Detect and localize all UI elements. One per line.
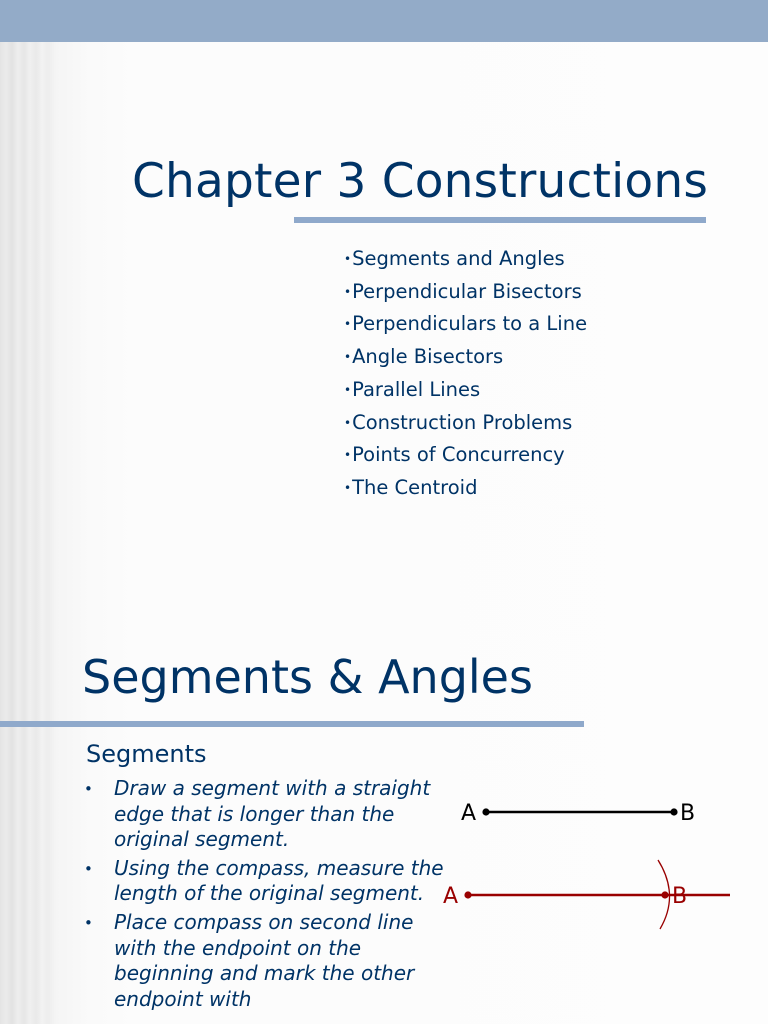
slide-title: Chapter 3 Constructions <box>132 154 709 209</box>
original-point-b <box>670 808 677 815</box>
topic-item: •Construction Problems <box>344 410 573 434</box>
step-list <box>84 776 444 1015</box>
copy-point-b <box>661 891 668 898</box>
section-subtitle: Segments <box>86 740 207 768</box>
title-underline <box>294 217 706 223</box>
step-item: • Draw a segment with a straight edge that is longer than the original segment. <box>84 776 431 852</box>
topic-item: •Perpendicular Bisectors <box>344 279 582 303</box>
topic-item: •Points of Concurrency <box>344 443 565 467</box>
topic-item: •Angle Bisectors <box>344 345 504 369</box>
topic-list <box>344 244 587 506</box>
title-underline <box>0 721 584 727</box>
original-label-b: B <box>680 801 696 826</box>
topic-item: •Segments and Angles <box>344 247 565 270</box>
slide-title: Segments & Angles <box>82 650 533 704</box>
slide-header-bar <box>0 0 768 42</box>
copy-label-b: B <box>672 884 688 909</box>
topic-item: •The Centroid <box>344 475 478 499</box>
copy-label-a: A <box>443 884 459 909</box>
original-point-a <box>482 808 489 815</box>
topic-item: •Perpendiculars to a Line <box>344 312 588 336</box>
step-item: • Place compass on second line with the endpoint on the beginning and mark the other endpoint with <box>84 909 415 1011</box>
topic-item: •Parallel Lines <box>344 377 481 401</box>
step-item: • Using the compass, measure the length of the original segment. <box>84 855 444 906</box>
original-label-a: A <box>461 801 477 826</box>
segment-copy-diagram <box>430 786 740 936</box>
copy-point-a <box>464 891 471 898</box>
slide-segments-angles <box>0 576 768 1024</box>
